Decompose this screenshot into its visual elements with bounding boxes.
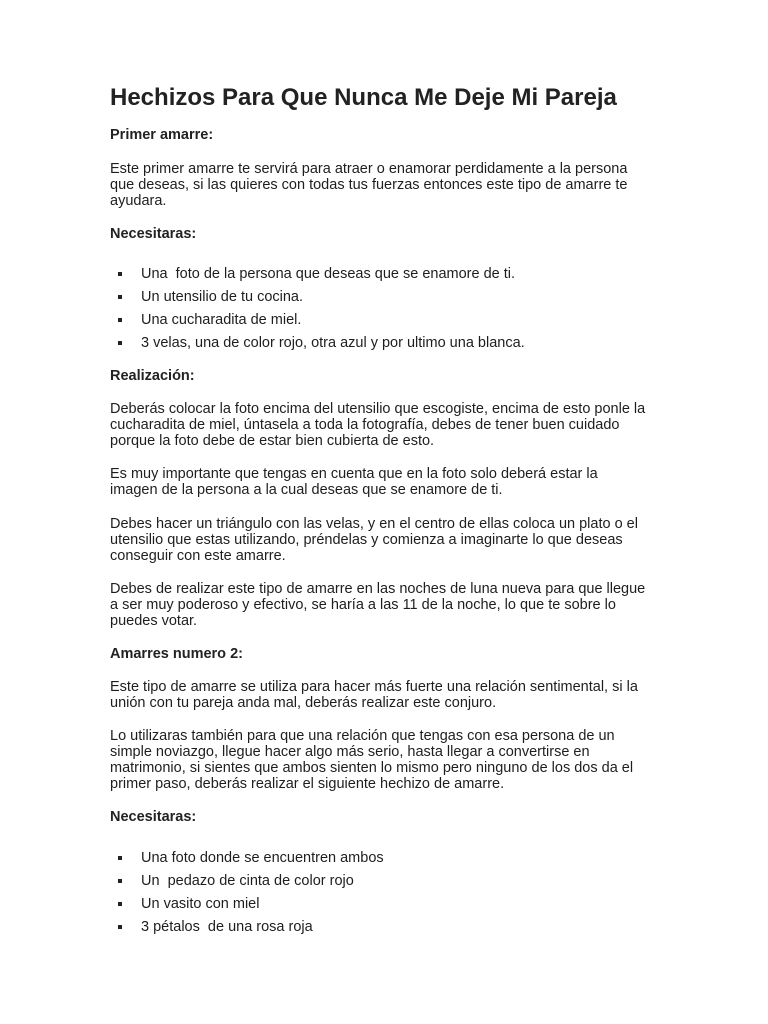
square-bullet-icon: [118, 272, 122, 276]
list-item-text: 3 velas, una de color rojo, otra azul y por ultimo una blanca.: [141, 335, 525, 351]
text-line: ayudara.: [110, 193, 167, 209]
text-line: conseguir con este amarre.: [110, 548, 286, 564]
list-item-text: Una foto de la persona que deseas que se enamore de ti.: [141, 266, 516, 282]
square-bullet-icon: [118, 295, 122, 299]
text-line: porque la foto debe de estar bien cubierta de esto.: [110, 433, 435, 449]
section1-step-paragraph: [110, 581, 670, 629]
text-line: unión con tu pareja anda mal, deberás realizar este conjuro.: [110, 695, 497, 711]
text-line: Este tipo de amarre se utiliza para hacer más fuerte una relación sentimental, si la: [110, 679, 638, 695]
text-line: que deseas, si las quieres con todas tus fuerzas entonces este tipo de amarre te: [110, 177, 628, 193]
list-item-text: Una foto donde se encuentren ambos: [141, 850, 384, 866]
list-item: [110, 312, 525, 335]
list-item-text: Un utensilio de tu cocina.: [141, 289, 304, 305]
text-line: imagen de la persona a la cual deseas que se enamore de ti.: [110, 482, 503, 498]
section1-steps-heading: Realización:: [110, 368, 195, 384]
square-bullet-icon: [118, 879, 122, 883]
section1-needs-list: [110, 266, 525, 358]
section1-needs-heading: Necesitaras:: [110, 226, 197, 242]
list-item: [110, 873, 384, 896]
section1-step-paragraph: [110, 466, 670, 498]
section2-needs-list: [110, 850, 384, 942]
section2-heading: Amarres numero 2:: [110, 646, 243, 662]
text-line: simple noviazgo, llegue hacer algo más serio, hasta llegar a convertirse en: [110, 744, 590, 760]
list-item: [110, 266, 525, 289]
list-item-text: Una cucharadita de miel.: [141, 312, 302, 328]
square-bullet-icon: [118, 318, 122, 322]
text-line: primer paso, deberás realizar el siguiente hechizo de amarre.: [110, 776, 505, 792]
text-line: utensilio que estas utilizando, préndelas y comienza a imaginarte lo que deseas: [110, 532, 623, 548]
list-item-text: Un pedazo de cinta de color rojo: [141, 873, 354, 889]
text-line: Debes de realizar este tipo de amarre en las noches de luna nueva para que llegue: [110, 581, 646, 597]
square-bullet-icon: [118, 856, 122, 860]
text-line: matrimonio, si sientes que ambos sienten lo mismo pero ninguno de los dos da el: [110, 760, 634, 776]
section2-needs-heading: Necesitaras:: [110, 809, 197, 825]
list-item: [110, 896, 384, 919]
section1-intro-paragraph: [110, 161, 670, 209]
text-line: Debes hacer un triángulo con las velas, y en el centro de ellas coloca un plato o el: [110, 516, 638, 532]
list-item-text: Un vasito con miel: [141, 896, 260, 912]
text-line: Este primer amarre te servirá para atraer o enamorar perdidamente a la persona: [110, 161, 628, 177]
list-item-text: 3 pétalos de una rosa roja: [141, 919, 313, 935]
section1-heading: Primer amarre:: [110, 127, 214, 143]
list-item: [110, 850, 384, 873]
list-item: [110, 289, 525, 312]
text-line: cucharadita de miel, úntasela a toda la fotografía, debes de tener buen cuidado: [110, 417, 620, 433]
text-line: a ser muy poderoso y efectivo, se haría a las 11 de la noche, lo que te sobre lo: [110, 597, 616, 613]
page-title: Hechizos Para Que Nunca Me Deje Mi Pareja: [110, 84, 617, 111]
square-bullet-icon: [118, 925, 122, 929]
square-bullet-icon: [118, 902, 122, 906]
text-line: puedes votar.: [110, 613, 198, 629]
section1-step-paragraph: [110, 401, 670, 449]
section1-step-paragraph: [110, 516, 670, 564]
list-item: [110, 919, 384, 942]
section2-paragraph: [110, 679, 670, 711]
text-line: Es muy importante que tengas en cuenta que en la foto solo deberá estar la: [110, 466, 598, 482]
text-line: Lo utilizaras también para que una relación que tengas con esa persona de un: [110, 728, 615, 744]
section2-paragraph: [110, 728, 670, 792]
list-item: [110, 335, 525, 358]
text-line: Deberás colocar la foto encima del utensilio que escogiste, encima de esto ponle la: [110, 401, 646, 417]
square-bullet-icon: [118, 341, 122, 345]
